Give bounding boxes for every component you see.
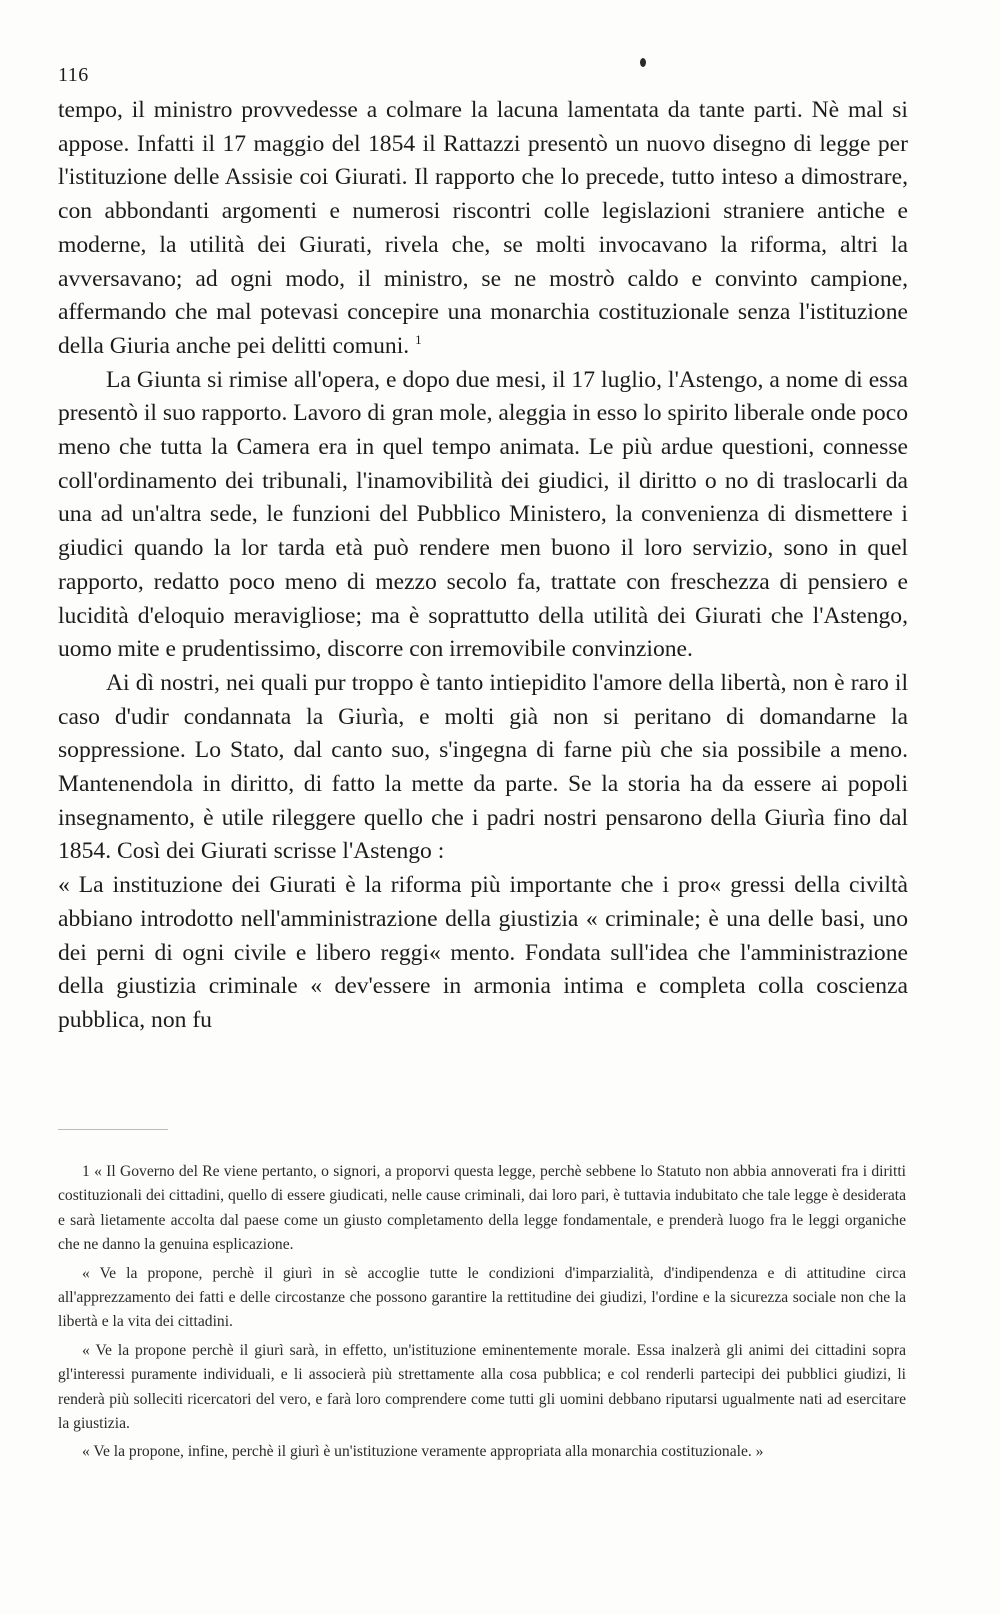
quotation: « La instituzione dei Giurati è la riforma più importante che i pro« gressi della civiltà abbiano introdotto nell'amministrazione della giustizia « criminale; è una delle basi, uno dei perni di ogni civile e libero reggi« mento. Fondata sull'idea che l'amministrazione della giustizia criminale « dev'essere in armonia intima e completa colla coscienza pubblica, non fu — [58, 872, 908, 1033]
paragraph-3: Ai dì nostri, nei quali pur troppo è tanto intiepidito l'amore della libertà, non è raro il caso d'udir condannata la Giurìa, e molti già non si peritano di domandarne la soppressione. Lo Stato, dal canto suo, s'ingegna di farne più che sia possibile a meno. Mantenendola in diritto, di fatto la mette da parte. Se la storia ha da essere ai popoli insegnamento, è utile rileggere quello che i padri nostri pensarono della Giurìa fino dal 1854. Così dei Giurati scrisse l'Astengo : — [58, 669, 908, 865]
paragraph-1-text: tempo, il ministro provvedesse a colmare la lacuna lamentata da tante parti. Nè mal si appose. Infatti il 17 maggio del 1854 il Rattazzi presentò un nuovo disegno di legge per l'istituzione delle Assisie coi Giurati. Il rapporto che lo precede, tutto inteso a dimostrare, con abbondanti argomenti e numerosi riscontri colle legislazioni straniere antiche e moderne, la utilità dei Giurati, rivela che, se molti invocavano la riforma, altri la avversavano; ad ogni modo, il ministro, se ne mostrò caldo e convinto campione, affermando che mal potevasi concepire una monarchia costituzionale senza l'istituzione della Giuria anche pei delitti comuni. — [58, 97, 908, 359]
footnote-reference: 1 — [415, 331, 422, 347]
footnote-separator — [58, 1129, 168, 1130]
ink-mark — [640, 58, 646, 67]
paragraph-2: La Giunta si rimise all'opera, e dopo due mesi, il 17 luglio, l'Astengo, a nome di essa presentò il suo rapporto. Lavoro di gran mole, aleggia in esso lo spirito liberale onde poco meno che tutta la Camera era in quel tempo animata. Le più ardue questioni, connesse coll'ordinamento dei tribunali, l'inamovibilità dei giudici, il diritto o no di traslocarli da una ad un'altra sede, le funzioni del Pubblico Ministero, la convenienza di dismettere i giudici quando la lor tarda età può rendere men buono il loro servizio, sono in quel rapporto, redatto poco meno di mezzo secolo fa, trattate con freschezza di pensiero e lucidità d'eloquio meravigliose; ma è soprattutto della utilità dei Giurati che l'Astengo, uomo mite e prudentissimo, discorre con irremovibile convinzione. — [58, 366, 908, 663]
footnote-paragraph: 1 « Il Governo del Re viene pertanto, o signori, a proporvi questa legge, perchè sebbene lo Statuto non abbia annoverati fra i diritti costituzionali dei cittadini, quello di essere giudicati, nelle cause criminali, dai loro pari, è tuttavia indubitato che tale legge è desiderata e sarà lietamente accolta dal paese come un giusto completamento della legge fondamentale, e prenderà luogo fra le leggi organiche che ne danno la genuina esplicazione. — [58, 1163, 906, 1254]
paragraph-1 — [58, 94, 908, 364]
main-text — [58, 94, 908, 1038]
footnote-paragraph: « Ve la propone perchè il giurì sarà, in effetto, un'istituzione eminentemente morale. Essa inalzerà gli animi dei cittadini sopra gl'interessi puramente individuali, e li associerà più strettamente alla cosa pubblica; e col renderli partecipi dei pubblici giudizi, li renderà più solleciti ricercatori del vero, e farà loro comprendere come tutti gli uomini debbano riputarsi ugualmente nati ad esercitare la giustizia. — [58, 1341, 906, 1433]
footnotes — [58, 1160, 906, 1469]
footnote-paragraph: « Ve la propone, infine, perchè il giurì è un'istituzione veramente appropriata alla monarchia costituzionale. » — [82, 1443, 764, 1461]
page-number: 116 — [58, 64, 89, 86]
footnote-paragraph: « Ve la propone, perchè il giurì in sè accoglie tutte le condizioni d'imparzialità, d'indipendenza e di attitudine circa all'apprezzamento dei fatti e delle circostanze che possono garantire la rettitudine dei giudizi, l'ordine e la sicurezza sociale non che la libertà e la vita dei cittadini. — [58, 1264, 906, 1331]
